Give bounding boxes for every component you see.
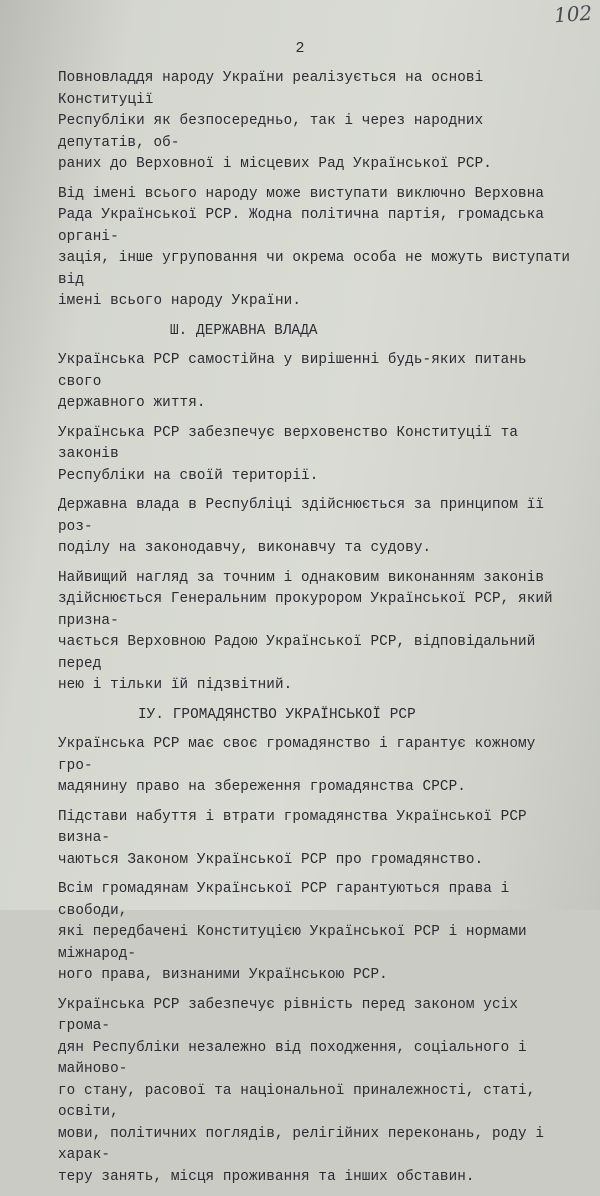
paragraph: Українська РСР має своє громадянство і гарантує кожному гро- мадянину право на збереження громадянства СРСР.	[58, 736, 536, 795]
paragraph: Українська РСР забезпечує верховенство Конституції та законів Республіки на своїй території.	[58, 424, 519, 484]
paragraph: Українська РСР самостійна у вирішенні будь-яких питань свого державного життя.	[58, 352, 527, 411]
section-heading-state-power: Ш. ДЕРЖАВНА ВЛАДА	[170, 322, 318, 339]
paragraph: Українська РСР забезпечує рівність перед законом усіх грома- дян Республіки незалежно від походження, соціального і майново- го стану, расової та національної приналежності, статі, освіти, мови, політичних поглядів, релігійних переконань, роду і харак- теру занять, місця проживання та інших обставин.	[58, 996, 545, 1185]
paragraph: Повновладдя народу України реалізується на основі Конституції Республіки як безпосередньо, так і через народних депутатів, об- раних до Верховної і місцевих Рад Української РСР.	[58, 70, 492, 172]
paragraph: Всім громадянам Української РСР гарантуються права і свободи, які передбачені Конституцією Української РСР і нормами міжнарод- ного права, визнаними Українською РСР.	[58, 881, 527, 983]
paragraph: Найвищий нагляд за точним і однаковим виконанням законів здійснюється Генеральним прокурором Української РСР, який призна- чається Верховною Радою Української РСР, відповідальний перед нею і тільки їй підзвітний.	[58, 569, 553, 693]
archive-page-mark: 102	[553, 0, 593, 28]
page-number: 2	[295, 40, 305, 57]
paragraph: Підстави набуття і втрати громадянства Української РСР визна- чаються Законом Української РСР про громадянство.	[58, 808, 527, 868]
paragraph: Від імені всього народу може виступати виключно Верховна Рада Української РСР. Жодна політична партія, громадська органі- зація, інше угруповання чи окрема особа не можуть виступати від імені всього народу України.	[58, 185, 571, 309]
document-body	[58, 68, 572, 1196]
section-heading-citizenship: IУ. ГРОМАДЯНСТВО УКРАЇНСЬКОЇ РСР	[138, 706, 416, 723]
paragraph: Державна влада в Республіці здійснюється за принципом її роз- поділу на законодавчу, виконавчу та судову.	[58, 497, 545, 556]
